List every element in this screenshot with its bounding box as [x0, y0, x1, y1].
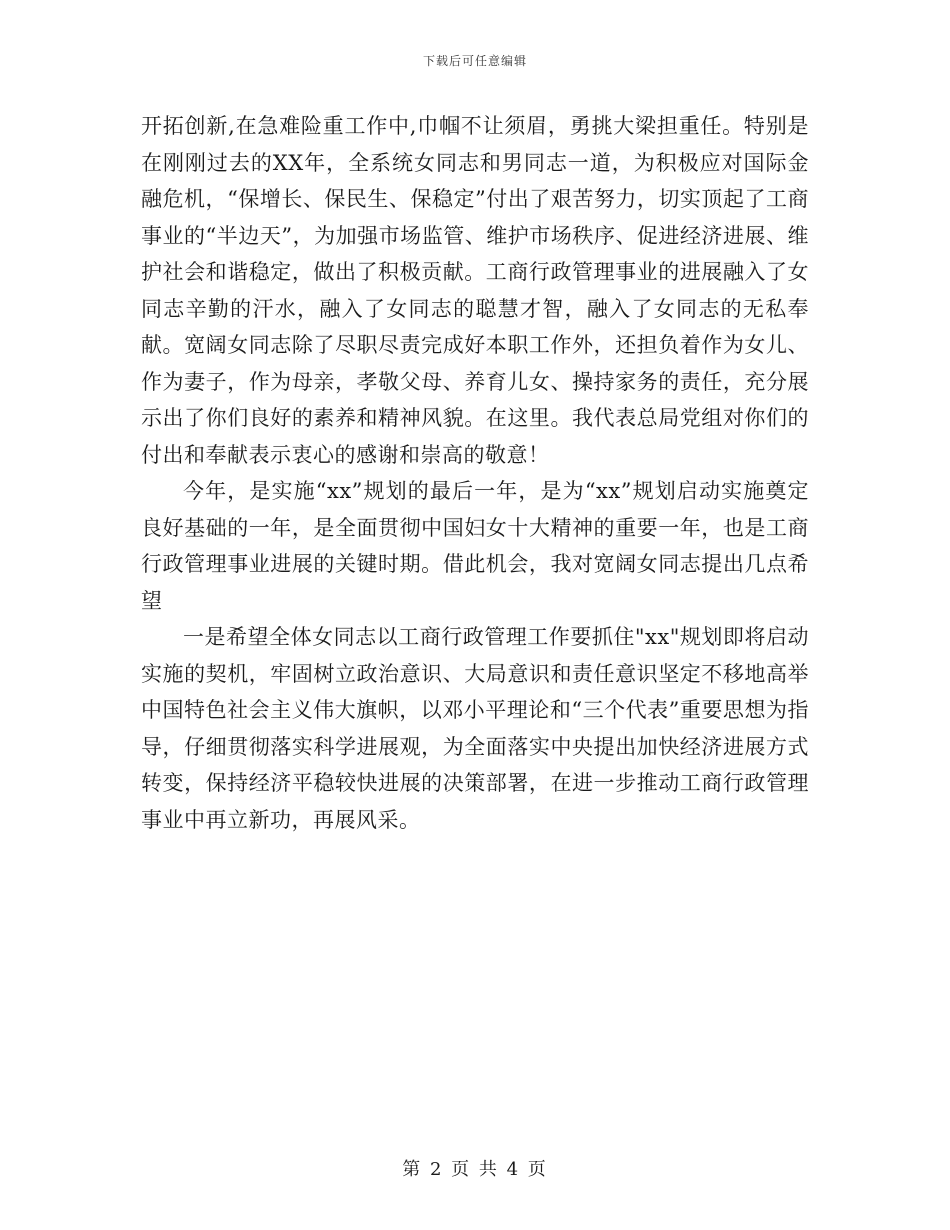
paragraph-first-hope: 一是希望全体女同志以工商行政管理工作要抓住"xx"规划即将启动实施的契机，牢固树立政治意识、大局意识和责任意识坚定不移地高举中国特色社会主义伟大旗帜，以邓小平理论和“三个代表”重要思想为指导，仔细贯彻落实科学进展观，为全面落实中央提出加快经济进展方式转变，保持经济平稳较快进展的决策部署，在进一步推动工商行政管理事业中再立新功，再展风采。: [141, 625, 809, 832]
page-number: 第 2 页 共 4 页: [402, 1159, 548, 1180]
paragraph-continuation: 开拓创新,在急难险重工作中,巾帼不让须眉，勇挑大梁担重任。特别是在刚刚过去的XX年，全系统女同志和男同志一道，为积极应对国际金融危机，“保增长、保民生、保稳定”付出了艰苦努力，切实顶起了工商事业的“半边天”，为加强市场监管、维护市场秩序、促进经济进展、维护社会和谐稳定，做出了积极贡献。工商行政管理事业的进展融入了女同志辛勤的汗水，融入了女同志的聪慧才智，融入了女同志的无私奉献。宽阔女同志除了尽职尽责完成好本职工作外，还担负着作为女儿、作为妻子，作为母亲，孝敬父母、养育儿女、操持家务的责任，充分展示出了你们良好的素养和精神风貌。在这里。我代表总局党组对你们的付出和奉献表示衷心的感谢和崇高的敬意！: [141, 114, 809, 467]
paragraph-this-year: 今年，是实施“xx”规划的最后一年，是为“xx”规划启动实施奠定良好基础的一年，是全面贯彻中国妇女十大精神的重要一年，也是工商行政管理事业进展的关键时期。借此机会，我对宽阔女同志提出几点希望: [141, 479, 809, 613]
page-header: 下载后可任意编辑: [422, 54, 527, 68]
document-body: [141, 108, 809, 838]
